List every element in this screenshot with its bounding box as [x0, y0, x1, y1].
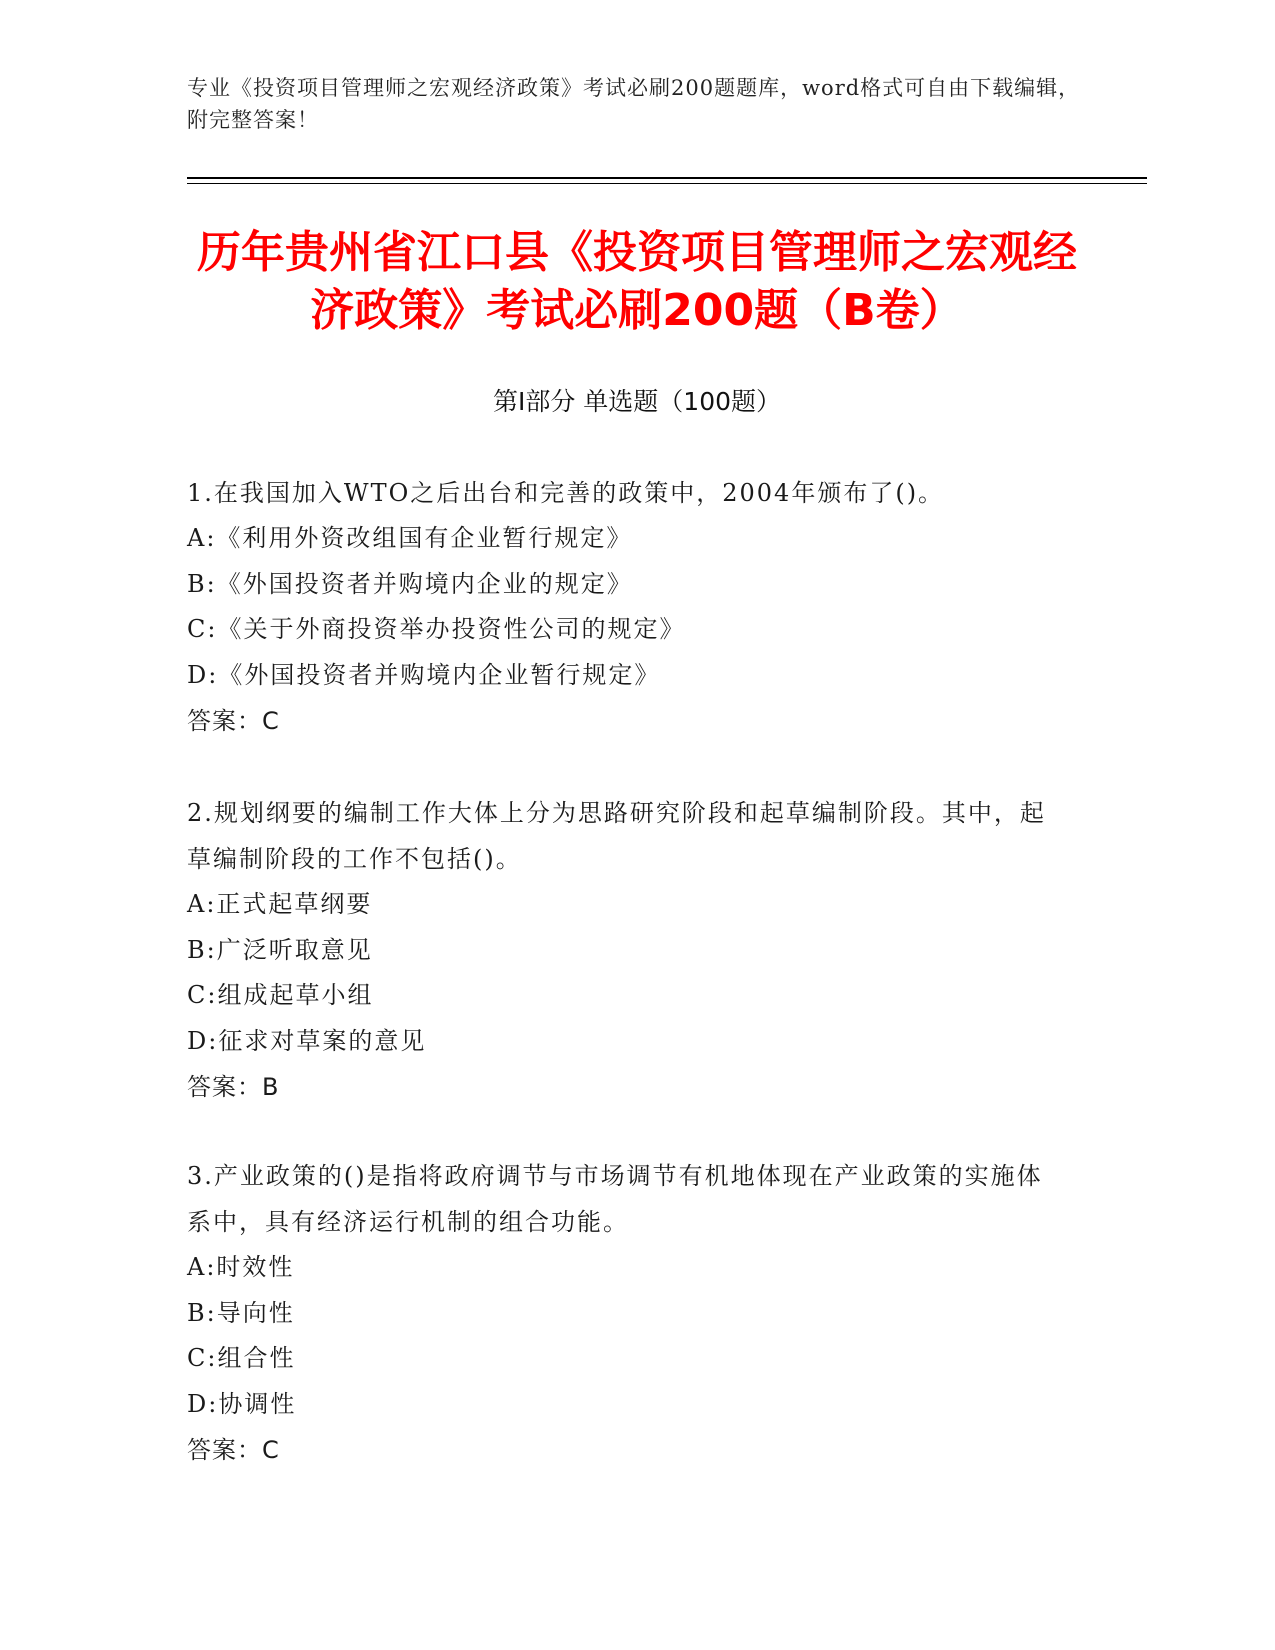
option-a: A:《利用外资改组国有企业暂行规定》 [187, 524, 633, 552]
option-c: C:组合性 [187, 1344, 296, 1372]
answer: 答案：C [187, 707, 280, 735]
option-c: C:《关于外商投资举办投资性公司的规定》 [187, 615, 686, 643]
option-b: B:广泛听取意见 [187, 935, 373, 964]
question-stem: 3.产业政策的()是指将政府调节与市场调节有机地体现在产业政策的实施体系中，具有经济运行机制的组合功能。 [187, 1162, 1043, 1236]
option-a: A:正式起草纲要 [187, 890, 373, 918]
option-d: D:征求对草案的意见 [187, 1026, 427, 1055]
document-title: 历年贵州省江口县《投资项目管理师之宏观经济政策》考试必刷200题（B卷） [197, 227, 1077, 336]
header-rule-thin [187, 183, 1147, 184]
option-b: B:《外国投资者并购境内企业的规定》 [187, 569, 633, 598]
option-d: D:协调性 [187, 1389, 297, 1418]
question-2 [187, 790, 1067, 1110]
option-c: C:组成起草小组 [187, 981, 374, 1009]
header-rule-thick [187, 177, 1147, 179]
answer: 答案：B [187, 1073, 280, 1101]
header-note: 专业《投资项目管理师之宏观经济政策》考试必刷200题题库，word格式可自由下载编辑，附完整答案！ [187, 76, 1081, 132]
question-3 [187, 1153, 1067, 1473]
question-stem: 2.规划纲要的编制工作大体上分为思路研究阶段和起草编制阶段。其中，起草编制阶段的工作不包括()。 [187, 799, 1046, 873]
question-1 [187, 470, 1067, 744]
section-heading: 第Ⅰ部分 单选题（100题） [492, 387, 782, 416]
answer: 答案：C [187, 1436, 280, 1464]
question-stem: 1.在我国加入WTO之后出台和完善的政策中，2004年颁布了()。 [187, 479, 945, 507]
option-b: B:导向性 [187, 1298, 295, 1327]
option-d: D:《外国投资者并购境内企业暂行规定》 [187, 660, 661, 689]
option-a: A:时效性 [187, 1253, 295, 1281]
